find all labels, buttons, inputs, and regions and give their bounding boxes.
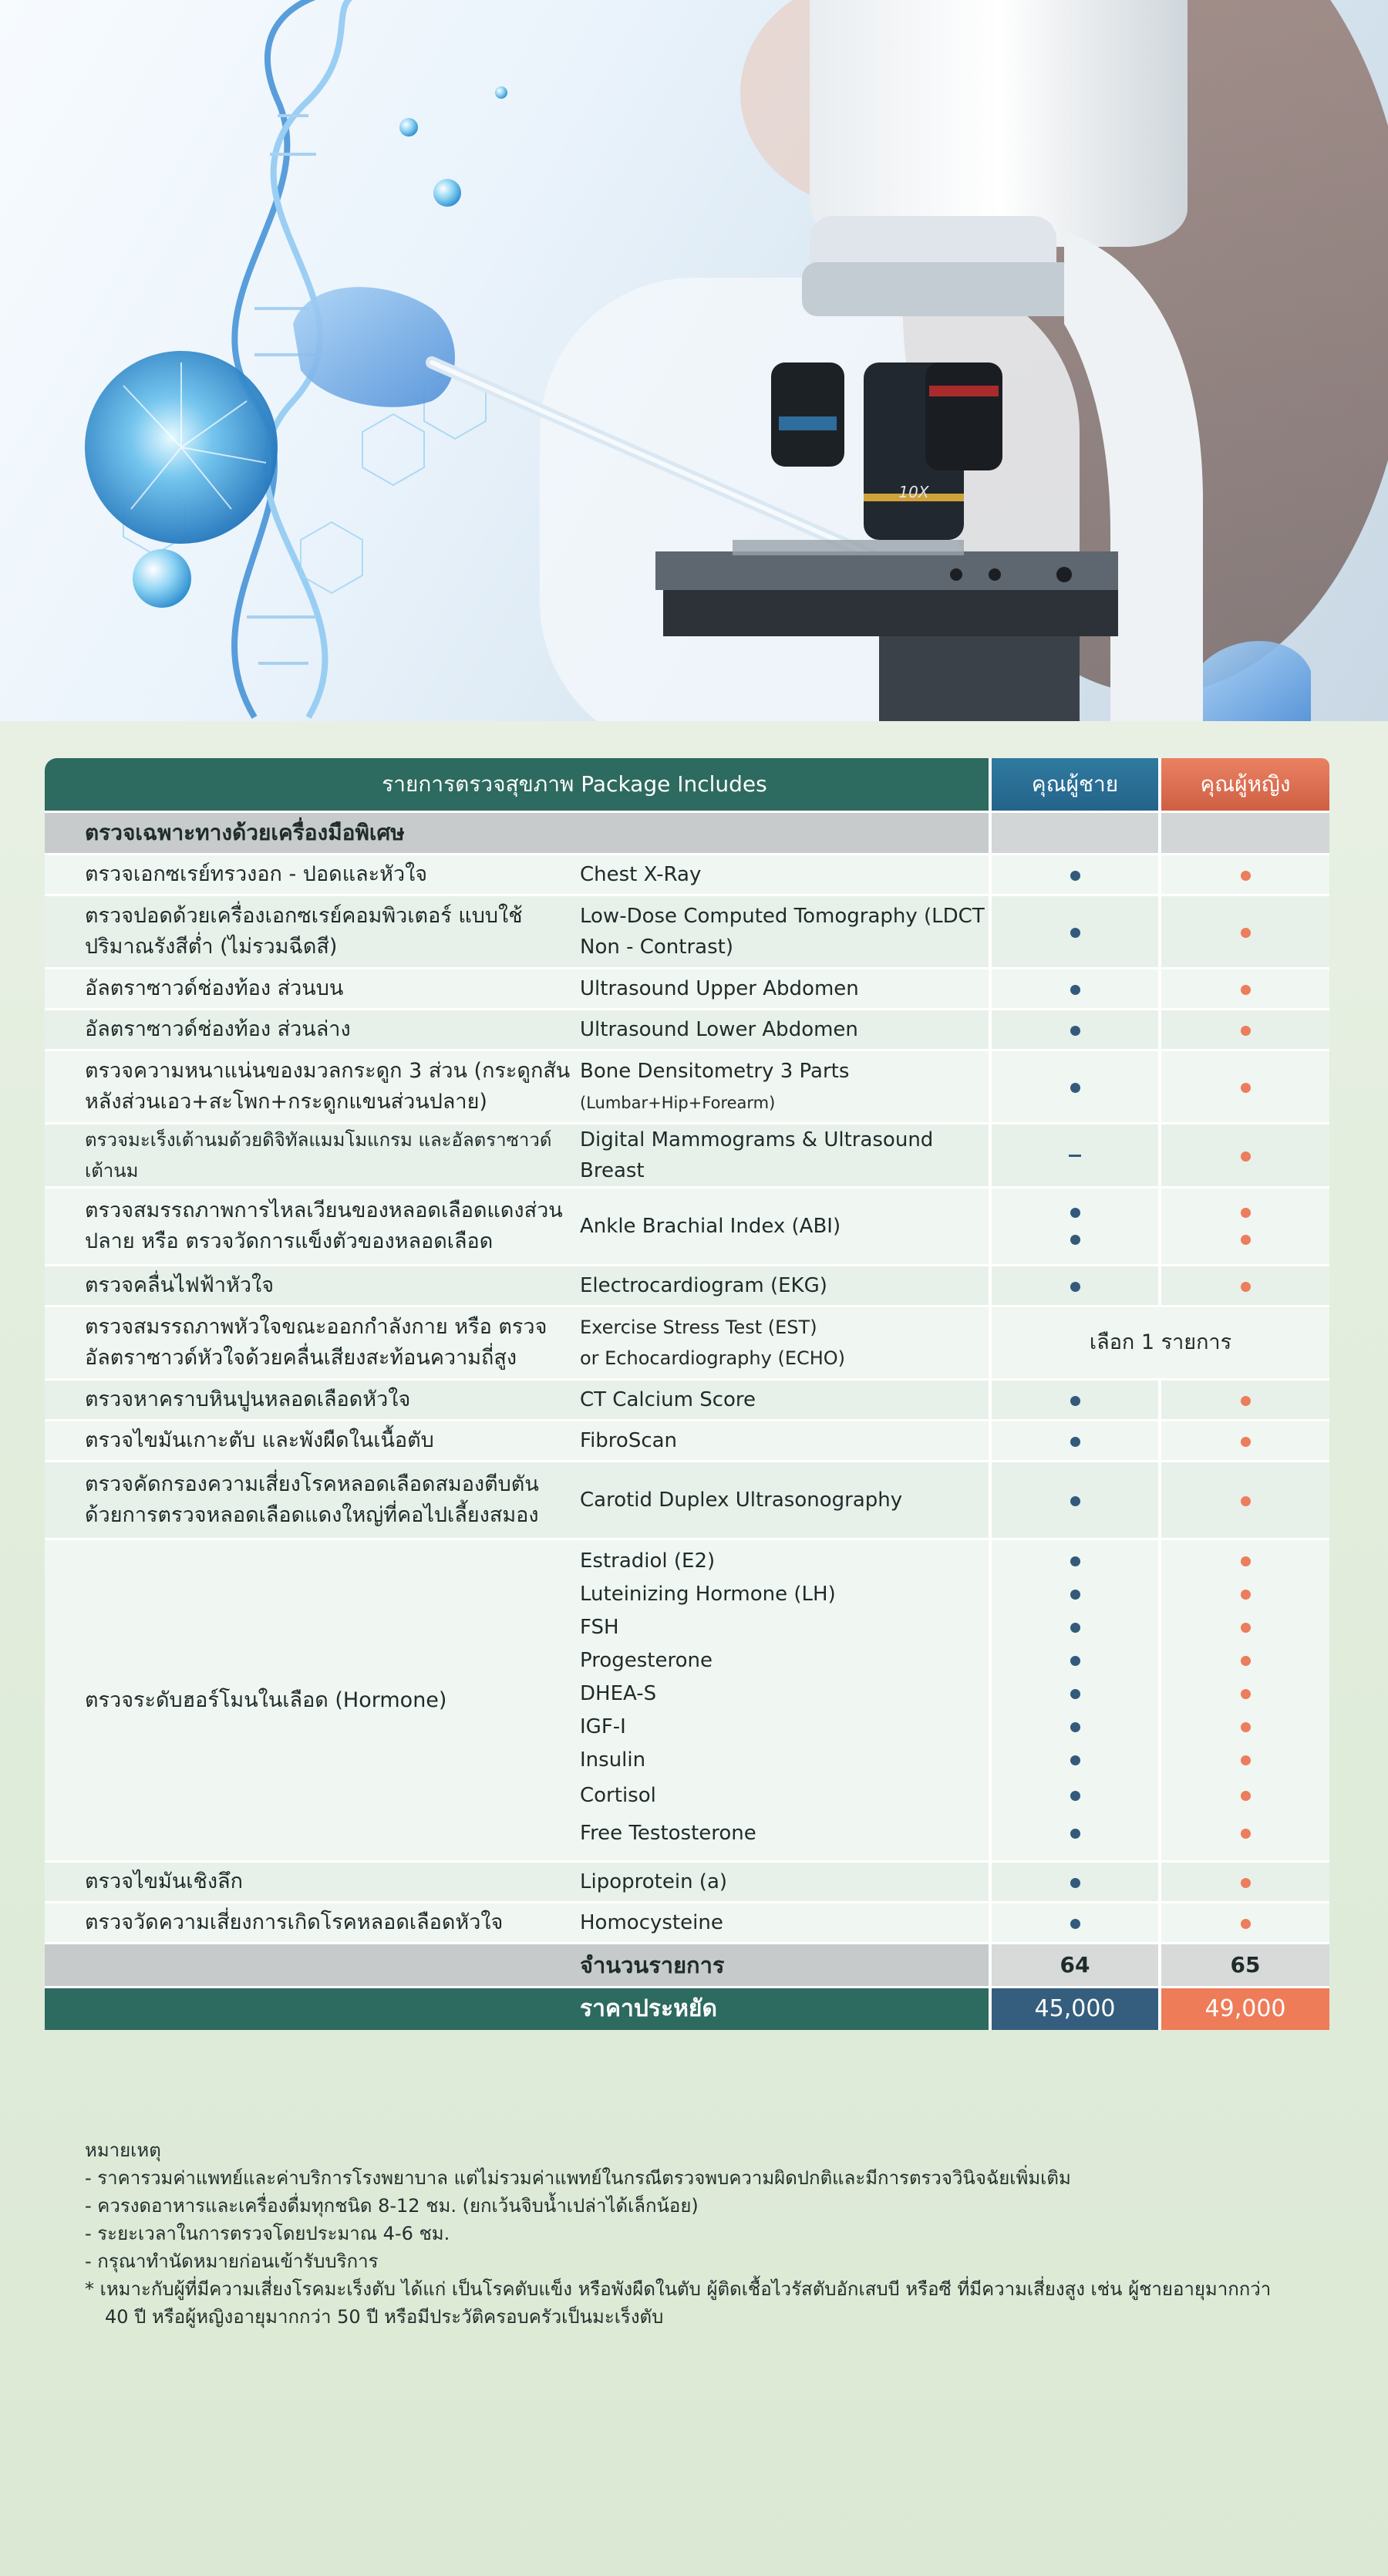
women-included-dot — [1241, 1919, 1251, 1929]
women-included-dot — [1241, 1026, 1251, 1036]
women-included-dot — [1241, 871, 1251, 881]
price-label: ราคาประหยัด — [572, 1988, 990, 2031]
women-included-dot — [1241, 1496, 1251, 1506]
table-row — [45, 1462, 1329, 1539]
row-thai-label: ตรวจหาคราบหินปูนหลอดเลือดหัวใจ — [45, 1380, 572, 1421]
table-row — [45, 1421, 1329, 1462]
women-included-dot — [1241, 1722, 1251, 1732]
row-english-label: Digital Mammograms & Ultrasound Breast — [572, 1124, 990, 1188]
row-thai-label: ตรวจคัดกรองความเสี่ยงโรคหลอดเลือดสมองตีบตัน ด้วยการตรวจหลอดเลือดแดงใหญ่ที่คอไปเลี้ยงสมอง — [45, 1462, 572, 1539]
row-thai-label: ตรวจมะเร็งเต้านมด้วยดิจิทัลแมมโมแกรม และอัลตราซาวด์เต้านม — [45, 1124, 572, 1188]
hormone-item: DHEA-S — [580, 1682, 657, 1705]
note-item: - ราคารวมค่าแพทย์และค่าบริการโรงพยาบาล แต่ไม่รวมค่าแพทย์ในกรณีตรวจพบความผิดปกติและมีการตรวจวินิจฉัยเพิ่มเติม — [85, 2167, 1071, 2189]
men-included-dot — [1070, 1590, 1080, 1600]
row-thai-label: ตรวจคลื่นไฟฟ้าหัวใจ — [45, 1266, 572, 1307]
table-row — [45, 1903, 1329, 1944]
men-not-included-dash — [1069, 1155, 1081, 1157]
row-english-label: Low-Dose Computed Tomography (LDCT Non - Contrast) — [572, 895, 990, 969]
price-men: 45,000 — [990, 1988, 1160, 2031]
women-included-dot — [1241, 1235, 1251, 1245]
women-included-dot — [1241, 1755, 1251, 1765]
men-included-dot — [1070, 1656, 1080, 1666]
notes-section — [85, 2136, 1288, 2331]
men-included-dot — [1070, 1235, 1080, 1245]
hormone-men-dots — [992, 1545, 1158, 1853]
men-included-dot — [1070, 1026, 1080, 1036]
men-included-dot — [1070, 1829, 1080, 1839]
table-row — [45, 969, 1329, 1010]
hormone-item: Luteinizing Hormone (LH) — [580, 1583, 836, 1606]
price-women: 49,000 — [1160, 1988, 1329, 2031]
women-included-dot — [1241, 1689, 1251, 1699]
row-english-label: Electrocardiogram (EKG) — [572, 1266, 990, 1307]
women-included-dot — [1241, 1656, 1251, 1666]
price-row — [45, 1988, 1329, 2031]
table-row — [45, 1050, 1329, 1124]
row-english-label: Lipoprotein (a) — [572, 1862, 990, 1903]
hormone-item: Estradiol (E2) — [580, 1549, 716, 1573]
women-included-dot — [1241, 1208, 1251, 1218]
row-english-label — [572, 1050, 990, 1124]
men-included-dot — [1070, 1282, 1080, 1292]
row-english-line-1: Exercise Stress Test (EST) — [580, 1317, 817, 1338]
row-thai-label: อัลตราซาวด์ช่องท้อง ส่วนล่าง — [45, 1010, 572, 1050]
men-included-dot — [1070, 1878, 1080, 1888]
total-men: 64 — [990, 1944, 1160, 1988]
table-row — [45, 1266, 1329, 1307]
total-label: จำนวนรายการ — [572, 1944, 990, 1988]
hormone-thai-label: ตรวจระดับฮอร์โมนในเลือด (Hormone) — [45, 1539, 572, 1862]
row-english-label: Chest X-Ray — [572, 855, 990, 895]
note-item: - ระยะเวลาในการตรวจโดยประมาณ 4-6 ชม. — [85, 2223, 450, 2244]
women-included-dot — [1241, 1878, 1251, 1888]
women-included-dot — [1241, 1590, 1251, 1600]
hero-banner — [0, 0, 1388, 721]
women-included-dot — [1241, 1396, 1251, 1406]
women-included-dot — [1241, 1829, 1251, 1839]
row-thai-label: ตรวจสมรรถภาพการไหลเวียนของหลอดเลือดแดงส่วนปลาย หรือ ตรวจวัดการแข็งตัวของหลอดเลือด — [45, 1188, 572, 1266]
table-row — [45, 855, 1329, 895]
hormone-item: FSH — [580, 1616, 619, 1639]
women-included-dot — [1241, 1791, 1251, 1801]
row-english-label: FibroScan — [572, 1421, 990, 1462]
table-header-title: รายการตรวจสุขภาพ Package Includes — [45, 758, 990, 812]
header-men: คุณผู้ชาย — [990, 758, 1160, 812]
row-thai-label: ตรวจสมรรถภาพหัวใจขณะออกกำลังกาย หรือ ตรวจอัลตราซาวด์หัวใจด้วยคลื่นเสียงสะท้อนความถี่สูง — [45, 1307, 572, 1380]
men-included-dot — [1070, 871, 1080, 881]
women-included-dot — [1241, 985, 1251, 995]
men-included-dot — [1070, 1083, 1080, 1093]
row-thai-label: ตรวจวัดความเสี่ยงการเกิดโรคหลอดเลือดหัวใจ — [45, 1903, 572, 1944]
men-included-dot — [1070, 1722, 1080, 1732]
women-included-dot — [1241, 1083, 1251, 1093]
row-thai-label: อัลตราซาวด์ช่องท้อง ส่วนบน — [45, 969, 572, 1010]
women-included-dot — [1241, 1151, 1251, 1162]
men-included-dot — [1070, 1396, 1080, 1406]
choose-one-note: เลือก 1 รายการ — [990, 1307, 1329, 1380]
row-english-note: (Lumbar+Hip+Forearm) — [580, 1093, 776, 1112]
men-included-dot — [1070, 1919, 1080, 1929]
table-row — [45, 895, 1329, 969]
table-row — [45, 1862, 1329, 1903]
hormone-item: IGF-I — [580, 1715, 626, 1738]
men-included-dot — [1070, 1208, 1080, 1218]
row-thai-label: ตรวจไขมันเกาะตับ และพังผืดในเนื้อตับ — [45, 1421, 572, 1462]
table-row — [45, 1124, 1329, 1188]
table-row — [45, 1188, 1329, 1266]
total-women: 65 — [1160, 1944, 1329, 1988]
table-row — [45, 1010, 1329, 1050]
row-english-label: Ankle Brachial Index (ABI) — [572, 1188, 990, 1266]
section-title: ตรวจเฉพาะทางด้วยเครื่องมือพิเศษ — [45, 812, 990, 855]
men-included-dot — [1070, 1437, 1080, 1447]
table-row — [45, 1380, 1329, 1421]
men-included-dot — [1070, 1556, 1080, 1566]
men-included-dot — [1070, 1496, 1080, 1506]
objective-label: 10X — [898, 483, 929, 501]
section-row — [45, 812, 1329, 855]
note-item: * เหมาะกับผู้ที่มีความเสี่ยงโรคมะเร็งตับ ได้แก่ เป็นโรคตับแข็ง หรือพังผืดในตับ ผู้ติดเชื้อไวรัสตับอักเสบบี หรือซี ที่มีความเสี่ยงสูง เช่น ผู้ชายอายุมากกว่า 40 ปี หรือผู้หญิงอายุมากกว่า 50 ปี หรือมีประวัติครอบครัวเป็นมะเร็งตับ — [85, 2278, 1272, 2328]
men-included-dot — [1070, 1791, 1080, 1801]
hormone-item: Cortisol — [580, 1784, 656, 1807]
hormone-item: Insulin — [580, 1748, 646, 1772]
row-english-label: Ultrasound Lower Abdomen — [572, 1010, 990, 1050]
row-english-line-2: or Echocardiography (ECHO) — [580, 1347, 846, 1369]
header-women: คุณผู้หญิง — [1160, 758, 1329, 812]
package-table — [45, 758, 1329, 2030]
note-item: - กรุณาทำนัดหมายก่อนเข้ารับบริการ — [85, 2251, 379, 2272]
notes-title: หมายเหตุ — [85, 2139, 161, 2161]
row-english-label: Carotid Duplex Ultrasonography — [572, 1462, 990, 1539]
hormone-item: Free Testosterone — [580, 1822, 756, 1845]
row-thai-label: ตรวจไขมันเชิงลึก — [45, 1862, 572, 1903]
row-thai-label: ตรวจปอดด้วยเครื่องเอกซเรย์คอมพิวเตอร์ แบบใช้ปริมาณรังสีต่ำ (ไม่รวมฉีดสี) — [45, 895, 572, 969]
women-included-dot — [1241, 1556, 1251, 1566]
hero-illustration — [0, 0, 1388, 721]
men-included-dot — [1070, 1755, 1080, 1765]
hormone-list — [580, 1545, 989, 1853]
row-thai-label: ตรวจเอกซเรย์ทรวงอก - ปอดและหัวใจ — [45, 855, 572, 895]
women-included-dot — [1241, 928, 1251, 938]
row-thai-label: ตรวจความหนาแน่นของมวลกระดูก 3 ส่วน (กระดูกสันหลังส่วนเอว+สะโพก+กระดูกแขนส่วนปลาย) — [45, 1050, 572, 1124]
row-english-label — [572, 1307, 990, 1380]
row-english-main: Bone Densitometry 3 Parts — [580, 1059, 850, 1083]
total-row — [45, 1944, 1329, 1988]
row-english-label: CT Calcium Score — [572, 1380, 990, 1421]
row-english-label: Ultrasound Upper Abdomen — [572, 969, 990, 1010]
men-included-dot — [1070, 985, 1080, 995]
hormone-item: Progesterone — [580, 1649, 713, 1672]
men-included-dot — [1070, 1689, 1080, 1699]
women-included-dot — [1241, 1437, 1251, 1447]
row-english-label: Homocysteine — [572, 1903, 990, 1944]
table-row — [45, 1307, 1329, 1380]
hormone-row — [45, 1539, 1329, 1862]
men-included-dot — [1070, 928, 1080, 938]
women-included-dot — [1241, 1282, 1251, 1292]
note-item: - ควรงดอาหารและเครื่องดื่มทุกชนิด 8-12 ชม. (ยกเว้นจิบน้ำเปล่าได้เล็กน้อย) — [85, 2195, 699, 2217]
women-included-dot — [1241, 1623, 1251, 1633]
hormone-women-dots — [1161, 1545, 1329, 1853]
men-included-dot — [1070, 1623, 1080, 1633]
